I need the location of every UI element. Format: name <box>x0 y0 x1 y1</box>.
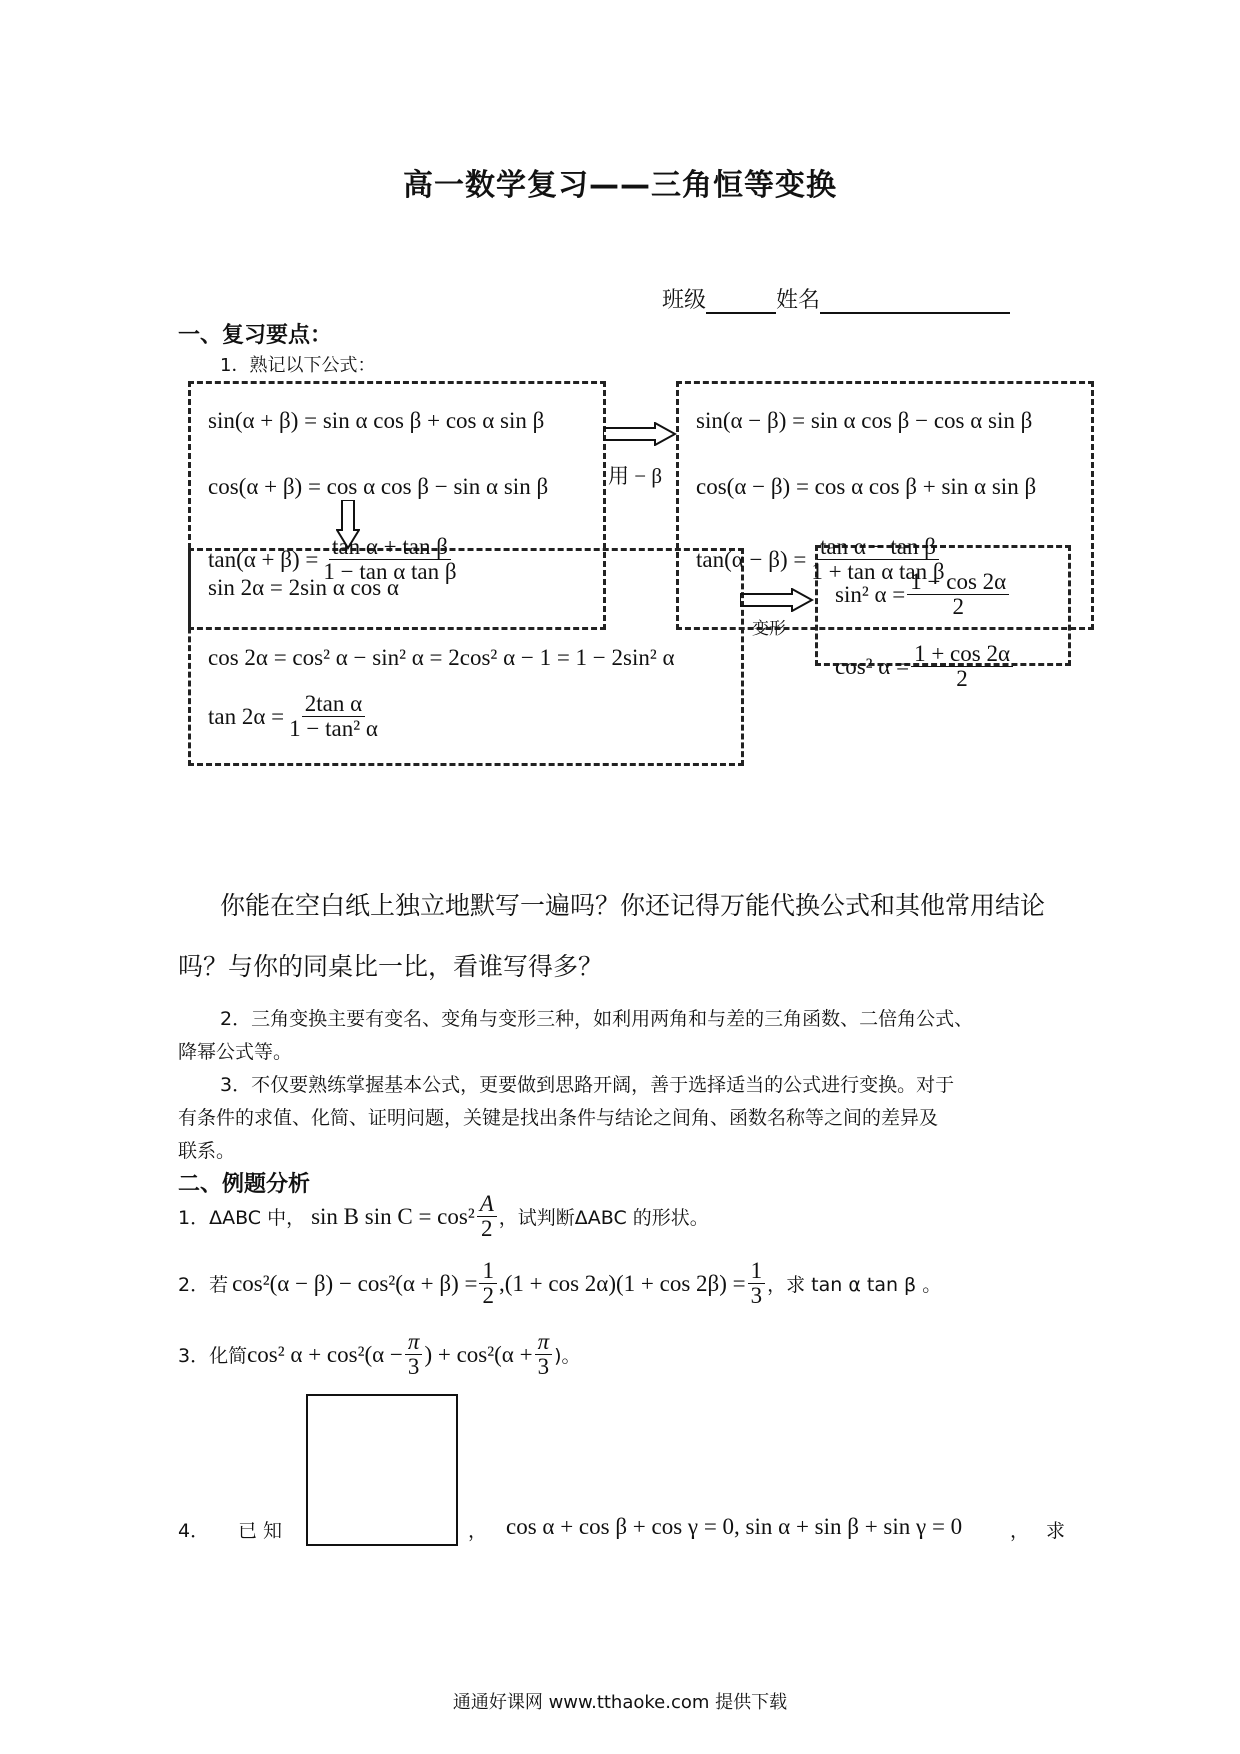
item2-line-1: 2．三角变换主要有变名、变角与变形三种，如利用两角和与差的三角函数、二倍角公式、 <box>220 1008 974 1030</box>
ex3-frac2-num: π <box>535 1330 553 1355</box>
sin-squared-lhs: sin² α = <box>835 581 906 607</box>
arrow-label-transform: 变形 <box>752 619 786 639</box>
ex2-frac2-den: 3 <box>750 1283 763 1309</box>
ex1-suffix: ，试判断ΔABC 的形状。 <box>498 1207 709 1230</box>
ex3-frac2-den: 3 <box>537 1354 550 1380</box>
ex3-frac1-num: π <box>405 1330 423 1355</box>
sin-squared-numerator: 1 − cos 2α <box>907 570 1009 595</box>
ex4-ask: 求 <box>1046 1520 1066 1542</box>
tan-sum-lhs: tan(α + β) = <box>208 546 319 572</box>
ex4-dot: ． <box>190 1520 210 1542</box>
cos-squared-denominator: 2 <box>956 666 968 692</box>
ex3-fraction-1 <box>405 1330 423 1379</box>
section-examples: 二、例题分析 <box>178 1172 311 1197</box>
arrow-transform-icon <box>740 588 814 612</box>
ex4-number <box>178 1516 209 1543</box>
cos-squared-fraction <box>911 642 1013 691</box>
section-review-points: 一、复习要点： <box>178 323 333 348</box>
ex3-equation-a: cos² α + cos²(α − <box>247 1341 403 1367</box>
ex2-prefix: 2．若 <box>178 1274 229 1297</box>
class-label: 班级 <box>662 288 707 313</box>
example-3 <box>178 1330 581 1379</box>
example-1 <box>178 1192 709 1241</box>
item3-line-3: 联系。 <box>178 1140 236 1162</box>
sin-squared-fraction <box>907 570 1009 619</box>
ex2-fraction-1 <box>479 1259 497 1308</box>
formula-sin-squared <box>835 570 1011 619</box>
tan-diff-numerator: tan α − tan β <box>817 535 939 560</box>
page-title: 高一数学复习——三角恒等变换 <box>403 168 837 203</box>
ex2-equation-a: cos²(α − β) − cos²(α + β) = <box>232 1270 478 1296</box>
ex1-prefix: 1．ΔABC 中， <box>178 1207 306 1230</box>
formula-cos-sum: cos(α + β) = cos α cos β − sin α sin β <box>208 474 549 499</box>
question-line-2: 吗？与你的同桌比一比，看谁写得多？ <box>178 952 604 981</box>
tan-double-fraction <box>286 692 381 741</box>
cos-squared-numerator: 1 + cos 2α <box>911 642 1013 667</box>
formula-cos-double: cos 2α = cos² α − sin² α = 2cos² α − 1 = 1 − 2sin² α <box>208 645 675 670</box>
tan-double-denominator: 1 − tan² α <box>289 716 378 742</box>
tan-diff-denominator: 1 + tan α tan β <box>811 559 945 585</box>
name-blank <box>820 290 1010 314</box>
ex4-comma-2: ， <box>1010 1520 1030 1542</box>
ex1-frac-den: 2 <box>481 1216 493 1242</box>
ex4-num: 4 <box>178 1520 191 1542</box>
ex3-suffix: )。 <box>554 1345 581 1368</box>
ex2-frac1-den: 2 <box>482 1283 494 1309</box>
ex2-equation-b: ,(1 + cos 2α)(1 + cos 2β) = <box>498 1270 746 1296</box>
tan-diff-lhs: tan(α − β) = <box>696 546 807 572</box>
footer: 通通好课网 www.tthaoke.com 提供下载 <box>452 1692 788 1713</box>
ex3-fraction-2 <box>535 1330 553 1379</box>
arrow-label-neg: 用 − β <box>608 464 663 488</box>
ex2-fraction-2 <box>748 1259 766 1308</box>
item3-line-2: 有条件的求值、化简、证明问题，关键是找出条件与结论之间角、函数名称等之间的差异及 <box>178 1107 939 1129</box>
ex1-equation: sin B sin C = cos² <box>311 1203 475 1229</box>
formula-cos-diff: cos(α − β) = cos α cos β + sin α sin β <box>696 474 1037 499</box>
sin-squared-denominator: 2 <box>952 594 964 620</box>
ex1-frac-num: A <box>477 1192 497 1217</box>
class-blank <box>706 290 776 314</box>
ex4-image-placeholder <box>306 1394 458 1546</box>
ex3-equation-b: ) + cos²(α + <box>424 1341 533 1367</box>
formula-tan-double <box>208 692 383 741</box>
arrow-right-icon <box>603 422 677 446</box>
class-name-line <box>662 283 1010 314</box>
ex3-prefix: 3．化简 <box>178 1345 248 1368</box>
ex4-equation: cos α + cos β + cos γ = 0, sin α + sin β + sin γ = 0 <box>506 1514 963 1539</box>
formula-sin-sum: sin(α + β) = sin α cos β + cos α sin β <box>208 408 545 433</box>
question-line-1: 你能在空白纸上独立地默写一遍吗？你还记得万能代换公式和其他常用结论 <box>220 891 1046 920</box>
tan-double-lhs: tan 2α = <box>208 703 285 729</box>
ex4-known: 已 知 <box>238 1520 283 1542</box>
item3-line-1: 3．不仅要熟练掌握基本公式，更要做到思路开阔，善于选择适当的公式进行变换。对于 <box>220 1074 955 1096</box>
formula-sin-double: sin 2α = 2sin α cos α <box>208 575 399 600</box>
item1-intro: 1．熟记以下公式： <box>220 355 376 376</box>
formula-cos-squared <box>835 642 1015 691</box>
ex2-suffix: ，求 tan α tan β 。 <box>767 1274 942 1297</box>
item2-line-2: 降幂公式等。 <box>178 1041 293 1063</box>
tan-double-numerator: 2tan α <box>302 692 365 717</box>
ex3-frac1-den: 3 <box>407 1354 420 1380</box>
ex2-frac1-num: 1 <box>479 1259 497 1284</box>
ex4-comma: ， <box>468 1520 488 1542</box>
example-2 <box>178 1259 941 1308</box>
cos-squared-lhs: cos² α = <box>835 653 910 679</box>
formula-sin-diff: sin(α − β) = sin α cos β − cos α sin β <box>696 408 1033 433</box>
ex2-frac2-num: 1 <box>748 1259 766 1284</box>
tan-sum-numerator: tan α + tan β <box>329 535 451 560</box>
ex1-fraction <box>477 1192 497 1241</box>
tan-sum-denominator: 1 − tan α tan β <box>323 559 457 585</box>
name-label: 姓名 <box>776 288 821 313</box>
